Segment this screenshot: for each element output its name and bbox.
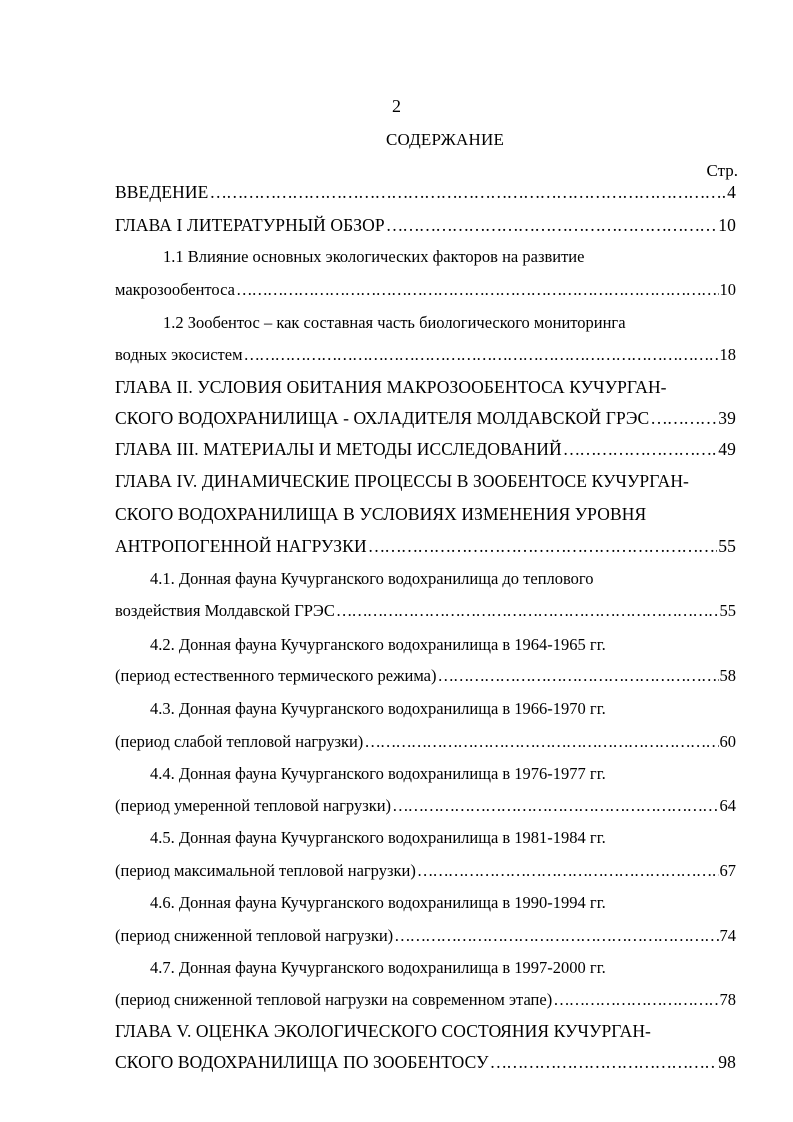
toc-leader-dots [490,1051,718,1073]
toc-leader-dots [438,665,719,687]
toc-entry-page: 64 [719,796,736,815]
toc-entry-title: ГЛАВА I ЛИТЕРАТУРНЫЙ ОБЗОР [115,215,385,235]
page-number: 2 [392,96,401,116]
toc-entry-chapter-2 [115,407,736,429]
toc-entry-section-4-7 [115,989,736,1011]
toc-entry-page: 55 [719,601,736,620]
toc-entry-title: макрозообентоса [115,280,235,299]
toc-entry-chapter-4 [115,535,736,557]
toc-entry-title: АНТРОПОГЕННОЙ НАГРУЗКИ [115,536,367,556]
toc-entry-title: (период слабой тепловой нагрузки) [115,732,364,751]
toc-entry-section-4-2 [115,665,736,687]
toc-entry-title: (период умеренной тепловой нагрузки) [115,796,392,815]
toc-entry-section-4-4 [115,795,736,817]
toc-entry-page: 10 [718,215,736,235]
toc-entry-section-4-7-line1: 4.7. Донная фауна Кучурганского водохранилища в 1997-2000 гг. [150,958,606,977]
toc-leader-dots [394,925,718,947]
toc-entry-chapter-5-line1: ГЛАВА V. ОЦЕНКА ЭКОЛОГИЧЕСКОГО СОСТОЯНИЯ КУЧУРГАН- [115,1021,651,1041]
toc-entry-page: 60 [719,732,736,751]
toc-entry-section-4-6-line1: 4.6. Донная фауна Кучурганского водохранилища в 1990-1994 гг. [150,893,606,912]
toc-entry-page: 55 [718,536,736,556]
toc-leader-dots [392,795,718,817]
page-title: СОДЕРЖАНИЕ [385,130,505,149]
toc-entry-title: (период естественного термического режима) [115,666,437,685]
page-column-label: Стр. [706,161,738,180]
toc-entry-title: (период сниженной тепловой нагрузки на современном этапе) [115,990,553,1009]
toc-entry-title: СКОГО ВОДОХРАНИЛИЩА - ОХЛАДИТЕЛЯ МОЛДАВСКОЙ ГРЭС [115,408,650,428]
toc-entry-page: 98 [718,1052,736,1072]
toc-entry-page: 74 [719,926,736,945]
toc-leader-dots [650,407,717,429]
toc-entry-section-4-6 [115,925,736,947]
toc-entry-chapter-3 [115,438,736,460]
toc-entry-chapter-4-line2: СКОГО ВОДОХРАНИЛИЩА В УСЛОВИЯХ ИЗМЕНЕНИЯ УРОВНЯ [115,504,647,524]
toc-leader-dots [563,438,718,460]
toc-entry-page: 10 [719,280,736,299]
toc-entry-section-1-2 [115,344,736,366]
toc-entry-title: (период сниженной тепловой нагрузки) [115,926,394,945]
toc-entry-title: ГЛАВА III. МАТЕРИАЛЫ И МЕТОДЫ ИССЛЕДОВАНИЙ [115,439,562,459]
toc-entry-page: 18 [719,345,736,364]
toc-leader-dots [244,344,719,366]
toc-entry-page: 58 [719,666,736,685]
toc-entry-section-4-2-line1: 4.2. Донная фауна Кучурганского водохранилища в 1964-1965 гг. [150,635,606,654]
toc-leader-dots [386,214,718,236]
toc-entry-section-4-5-line1: 4.5. Донная фауна Кучурганского водохранилища в 1981-1984 гг. [150,828,606,847]
toc-leader-dots [236,279,719,301]
toc-entry-section-4-3-line1: 4.3. Донная фауна Кучурганского водохранилища в 1966-1970 гг. [150,699,606,718]
toc-entry-section-4-5 [115,860,736,882]
toc-leader-dots [364,731,718,753]
toc-entry-section-4-1 [115,600,736,622]
toc-entry-title: ВВЕДЕНИЕ [115,182,209,202]
toc-leader-dots [209,181,726,203]
toc-entry-chapter-4-line1: ГЛАВА IV. ДИНАМИЧЕСКИЕ ПРОЦЕССЫ В ЗООБЕНТОСЕ КУЧУРГАН- [115,471,689,491]
toc-entry-title: водных экосистем [115,345,243,364]
toc-entry-page: 4 [727,182,736,202]
toc-entry-introduction [115,181,736,203]
toc-entry-page: 78 [719,990,736,1009]
toc-entry-page: 67 [719,861,736,880]
toc-entry-section-1-1-line1: 1.1 Влияние основных экологических факторов на развитие [163,247,585,266]
toc-entry-section-4-4-line1: 4.4. Донная фауна Кучурганского водохранилища в 1976-1977 гг. [150,764,606,783]
toc-entry-section-4-1-line1: 4.1. Донная фауна Кучурганского водохранилища до теплового [150,569,594,588]
toc-entry-title: воздействия Молдавской ГРЭС [115,601,335,620]
toc-leader-dots [417,860,719,882]
toc-leader-dots [553,989,718,1011]
toc-leader-dots [368,535,718,557]
toc-entry-title: (период максимальной тепловой нагрузки) [115,861,416,880]
toc-entry-title: СКОГО ВОДОХРАНИЛИЩА ПО ЗООБЕНТОСУ [115,1052,489,1072]
toc-entry-page: 39 [718,408,736,428]
toc-entry-chapter-1 [115,214,736,236]
toc-entry-page: 49 [718,439,736,459]
toc-leader-dots [336,600,719,622]
toc-entry-section-1-1 [115,279,736,301]
toc-entry-section-1-2-line1: 1.2 Зообентос – как составная часть биологического мониторинга [163,313,626,332]
toc-entry-chapter-5 [115,1051,736,1073]
toc-entry-section-4-3 [115,731,736,753]
toc-entry-chapter-2-line1: ГЛАВА II. УСЛОВИЯ ОБИТАНИЯ МАКРОЗООБЕНТОСА КУЧУРГАН- [115,377,667,397]
